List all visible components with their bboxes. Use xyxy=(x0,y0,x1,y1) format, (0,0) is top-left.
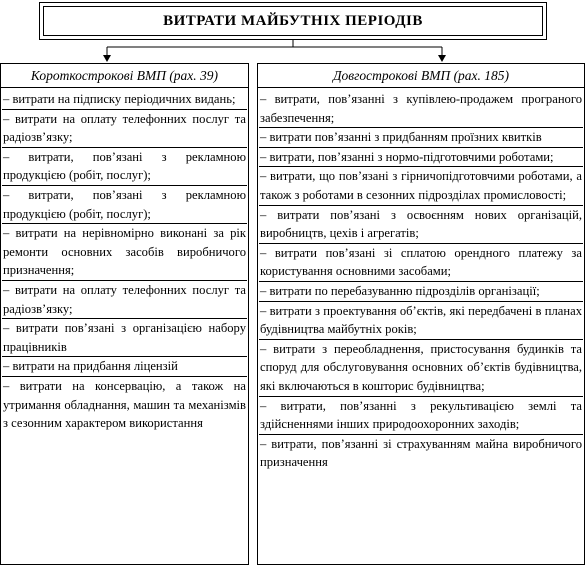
short-term-list xyxy=(1,88,248,433)
long-term-list-item: – витрати, пов’язанні з нормо-підготовчими роботами; xyxy=(259,148,583,168)
short-term-header: Короткострокові ВМП (рах. 39) xyxy=(1,64,248,88)
long-term-list-item: – витрати по перебазуванню підрозділів організації; xyxy=(259,282,583,302)
short-term-list-item: – витрати, пов’язані з рекламною продукцією (робіт, послуг); xyxy=(2,148,247,186)
short-term-list-item: – витрати на підписку періодичних видань; xyxy=(2,90,247,110)
arrow-left-icon xyxy=(103,55,111,62)
short-term-list-item: – витрати на оплату телефонних послуг та радіозв’язку; xyxy=(2,110,247,148)
long-term-list-item: – витрати пов’язані з освоєнням нових організацій, виробництв, цехів і агрегатів; xyxy=(259,206,583,244)
long-term-list-item: – витрати з переобладнення, пристосування будинків та споруд для обслуговування основних об’єктів будівництва, які включаються в кошторис будівництва; xyxy=(259,340,583,397)
long-term-list-item: – витрати, пов’язанні зі страхуванням майна виробничого призначення xyxy=(260,436,582,470)
long-term-column xyxy=(257,63,585,565)
short-term-list-item: – витрати на нерівномірно виконані за рік ремонти основних засобів виробничого призначення; xyxy=(2,224,247,281)
diagram-title: ВИТРАТИ МАЙБУТНІХ ПЕРІОДІВ xyxy=(43,6,543,36)
short-term-list-item: – витрати пов’язані з організацією набору працівників xyxy=(2,319,247,357)
long-term-list-item: – витрати, пов’язанні з купівлею-продажем програного забезпечення; xyxy=(259,90,583,128)
short-term-list-item: – витрати на консервацію, а також на утримання обладнання, машин та механізмів з сезонним характером використання xyxy=(3,378,246,431)
long-term-list-item: – витрати пов’язані зі сплатою орендного платежу за користування основними засобами; xyxy=(259,244,583,282)
long-term-list-item: – витрати, пов’язанні з рекультивацією землі та здійсненнями інших природоохоронних заходів; xyxy=(259,397,583,435)
long-term-list xyxy=(258,88,584,472)
short-term-column xyxy=(0,63,249,565)
short-term-list-item: – витрати на придбання ліцензій xyxy=(2,357,247,377)
long-term-header: Довгострокові ВМП (рах. 185) xyxy=(258,64,584,88)
long-term-list-item: – витрати, що пов’язані з гірничопідготовчими роботами, а також з роботами в сезонних підрозділах промисловості; xyxy=(259,167,583,205)
short-term-list-item: – витрати, пов’язані з рекламною продукцією (робіт, послуг); xyxy=(2,186,247,224)
connector-arrows xyxy=(0,0,586,64)
long-term-list-item: – витрати пов’язанні з придбанням проїзних квитків xyxy=(259,128,583,148)
long-term-list-item: – витрати з проектування об’єктів, які передбачені в планах будівництва майбутніх років; xyxy=(259,302,583,340)
short-term-list-item: – витрати на оплату телефонних послуг та радіозв’язку; xyxy=(2,281,247,319)
arrow-right-icon xyxy=(438,55,446,62)
